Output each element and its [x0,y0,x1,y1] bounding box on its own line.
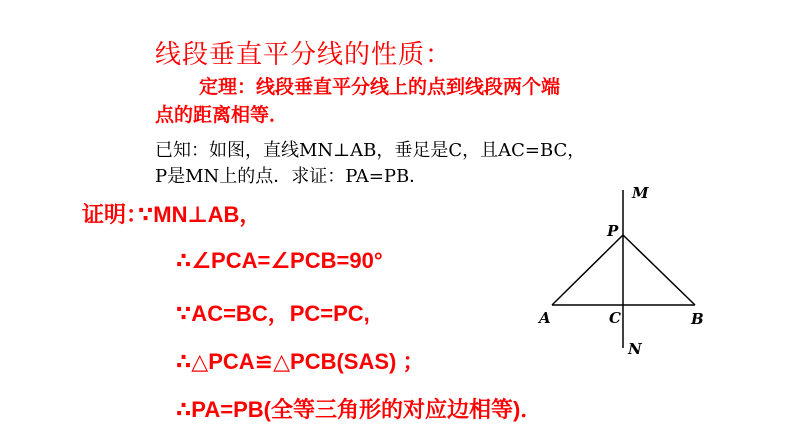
proof-step-4: ∴△PCA≌△PCB(SAS) ； [176,349,425,374]
proof-step-2: ∴∠PCA=∠PCB=90° [176,248,383,273]
label-c: C [609,309,621,327]
segment-pb [623,235,695,305]
proof-step-1: ∵MN⊥AB， [138,202,262,227]
given-line-2: P是MN上的点．求证：PA=PB． [155,166,428,187]
proof-step-3: ∵AC=BC，PC=PC, [176,301,370,326]
label-n: N [628,340,642,358]
label-p: P [607,222,619,240]
given-line-1: 已知：如图，直线MN⊥AB，垂足是C，且AC=BC， [155,140,586,161]
theorem-line-1: 定理：线段垂直平分线上的点到线段两个端 [199,77,561,98]
proof-step-5: ∴PA=PB(全等三角形的对应边相等)． [176,397,543,422]
label-a: A [539,309,551,327]
label-m: M [632,184,649,202]
label-b: B [691,310,704,328]
theorem-line-2: 点的距离相等． [155,105,289,126]
geometry-figure [530,180,720,365]
given-text [155,138,585,190]
slide-title: 线段垂直平分线的性质： [155,40,453,70]
proof-label: 证明： [82,202,149,227]
theorem-text [155,74,560,130]
segment-pa [552,235,623,305]
